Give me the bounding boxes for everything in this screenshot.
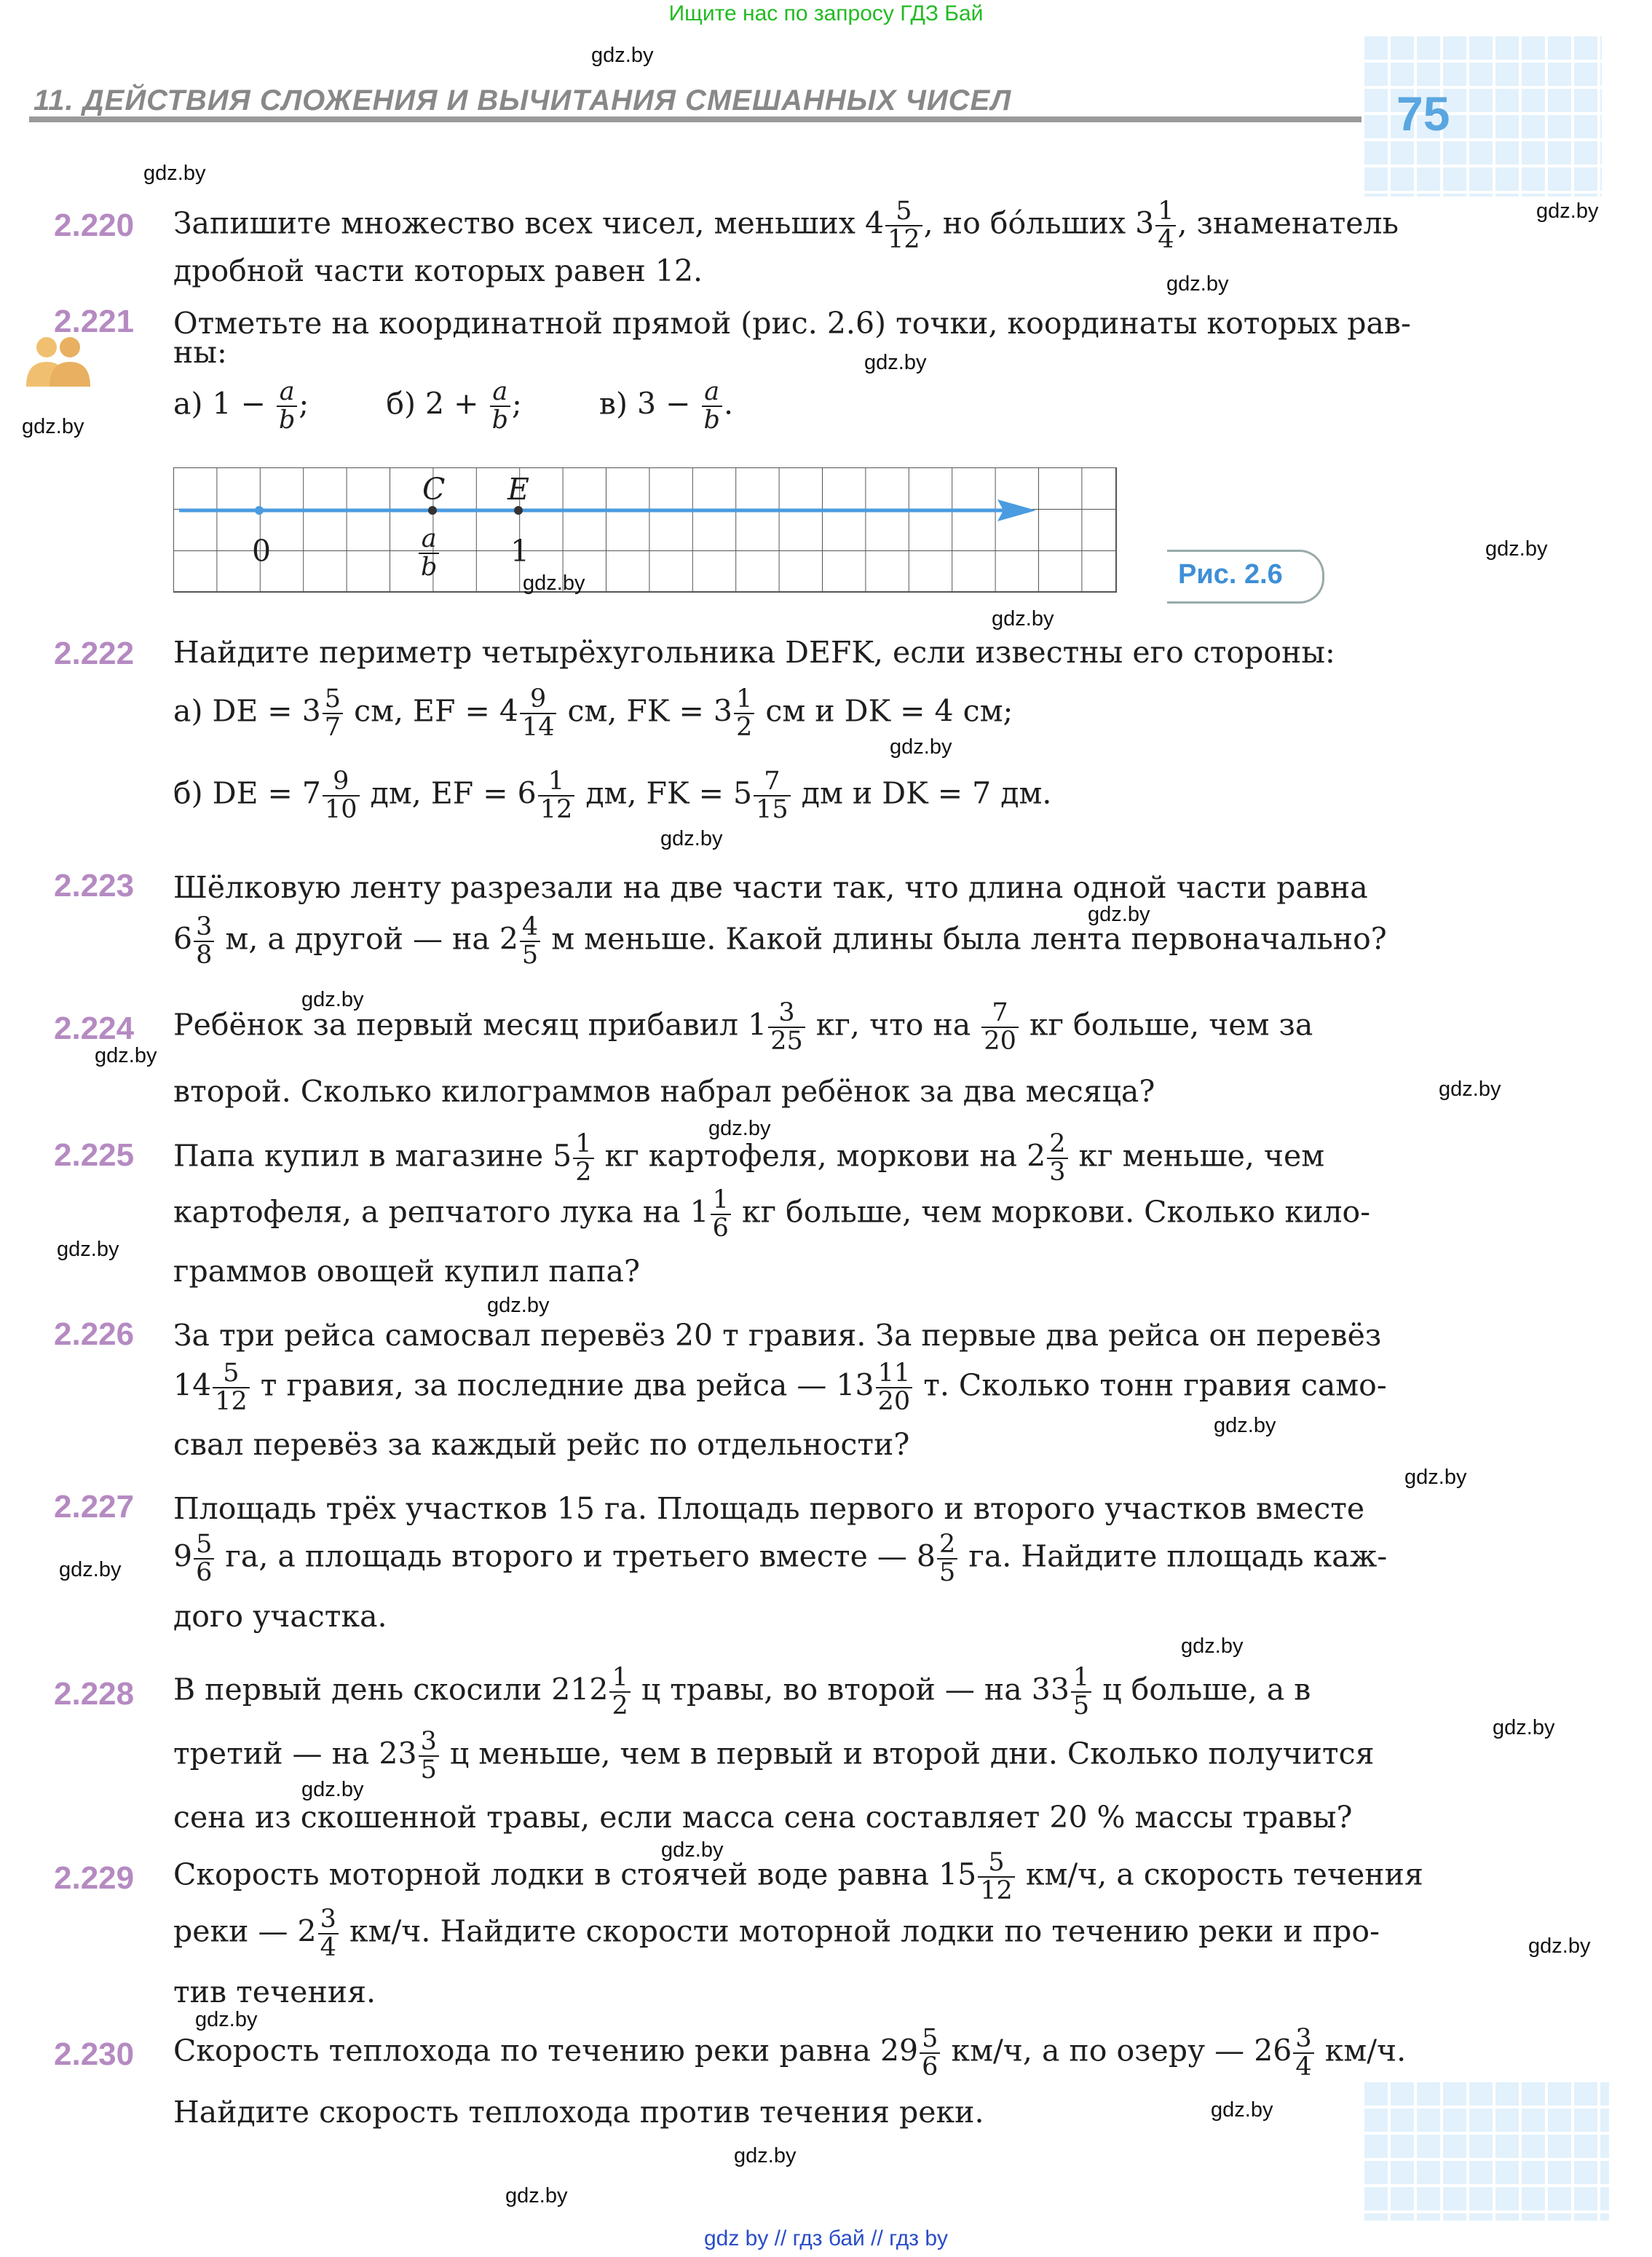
problem-2-222-a: а) DE = 3 $\frac{5}{7}$ см, EF = 4 $\frac{9}{14}$ см, FK = 3 $\frac{1}{2}$ см и DK = 4 см; [173, 684, 1013, 742]
problem-number: 2.220 [54, 207, 135, 243]
watermark: gdz.by [992, 607, 1054, 631]
problem-2-223-line-1: Шёлковую ленту разрезали на две части так, что длина одной части равна [173, 870, 1368, 905]
one-label: 1 [510, 534, 530, 569]
problem-2-223-line-2: 6 $\frac{3}{8}$ м, а другой — на 2 $\frac{4}{5}$ м меньше. Какой длины была лента первоначально? [173, 912, 1387, 970]
watermark: gdz.by [864, 351, 927, 374]
watermark: gdz.by [1536, 199, 1599, 223]
watermark: gdz.by [301, 988, 364, 1011]
watermark: gdz.by [59, 1558, 122, 1581]
watermark: gdz.by [890, 735, 952, 759]
watermark: gdz.by [734, 2144, 797, 2167]
watermark: gdz.by [1088, 903, 1150, 926]
origin-dot [255, 506, 264, 515]
watermark: gdz.by [523, 572, 585, 595]
problem-number: 2.223 [54, 868, 135, 904]
fraction: $\frac{5}{12}$ [885, 198, 922, 253]
watermark: gdz.by [487, 1294, 550, 1317]
watermark: gdz.by [22, 415, 84, 438]
coordinate-line-figure [173, 467, 1120, 598]
problem-2-222-b: б) DE = 7 $\frac{9}{10}$ дм, EF = 6 $\frac{1}{12}$ дм, FK = 5 $\frac{7}{15}$ дм и DK = 7 дм. [173, 767, 1052, 824]
unit-fraction-label: $\frac{a}{b}$ [417, 526, 440, 581]
text: , знаменатель [1177, 205, 1399, 241]
watermark: gdz.by [195, 2008, 258, 2031]
problem-number: 2.224 [54, 1011, 135, 1046]
problem-number: 2.229 [54, 1860, 135, 1896]
problem-number: 2.221 [54, 304, 135, 339]
watermark: gdz.by [1211, 2098, 1273, 2122]
point-e-label: E [507, 472, 529, 507]
problem-2-227-line-2: 9 $\frac{5}{6}$ га, а площадь второго и третьего вместе — 8 $\frac{2}{5}$ га. Найдите площадь каж- [173, 1530, 1388, 1587]
problem-number: 2.222 [54, 636, 135, 671]
pair-work-icon [22, 331, 95, 390]
text: Запишите множество всех чисел, меньших 4 [173, 205, 885, 241]
watermark: gdz.by [1528, 1934, 1591, 1958]
watermark: gdz.by [660, 827, 723, 850]
decorative-grid-bottom [1361, 2082, 1609, 2221]
chapter-title: 11. ДЕЙСТВИЯ СЛОЖЕНИЯ И ВЫЧИТАНИЯ СМЕШАННЫХ ЧИСЕЛ [33, 84, 1012, 116]
point-c-label: C [422, 472, 446, 507]
page-number: 75 [1396, 87, 1450, 141]
problem-2-221-line-2: ны: [173, 335, 227, 370]
watermark: gdz.by [57, 1238, 119, 1261]
problem-2-222-line-1: Найдите периметр четырёхугольника DEFK, если известны его стороны: [173, 635, 1335, 670]
problem-2-225-line-1: Папа купил в магазине 5 $\frac{1}{2}$ кг картофеля, моркови на 2 $\frac{2}{3}$ кг меньше, чем [173, 1129, 1325, 1187]
problem-2-228-line-2: третий — на 23 $\frac{3}{5}$ ц меньше, чем в первый и второй дни. Сколько получится [173, 1727, 1375, 1784]
problem-2-230-line-1: Скорость теплохода по течению реки равна 29 $\frac{5}{6}$ км/ч, а по озеру — 26 $\frac{3}{4}$ км/ч. [173, 2024, 1407, 2082]
watermark: gdz.by [591, 44, 654, 67]
problem-number: 2.226 [54, 1316, 135, 1352]
watermark: gdz.by [661, 1838, 724, 1862]
watermark: gdz.by [1166, 272, 1229, 296]
problem-2-224-line-2: второй. Сколько килограммов набрал ребёнок за два месяца? [173, 1074, 1155, 1109]
watermark: gdz.by [95, 1044, 157, 1067]
fraction: $\frac{1}{4}$ [1155, 198, 1176, 253]
problem-2-221-options: а) 1 − $\frac{a}{b}$ ; б) 2 + $\frac{a}{b}$ ; в) 3 − $\frac{a}{b}$ . [173, 377, 733, 435]
watermark: gdz.by [505, 2184, 568, 2207]
text: , но бо́льших 3 [923, 205, 1155, 241]
top-banner[interactable]: Ищите нас по запросу ГДЗ Бай [668, 1, 984, 25]
watermark: gdz.by [1485, 537, 1548, 561]
problem-2-224-line-1: Ребёнок за первый месяц прибавил 1 $\frac{3}{25}$ кг, что на $\frac{7}{20}$ кг больше, чем за [173, 998, 1313, 1056]
problem-2-220-line-2: дробной части которых равен 12. [173, 253, 703, 288]
watermark: gdz.by [143, 162, 206, 185]
problem-2-225-line-2: картофеля, а репчатого лука на 1 $\frac{1}{6}$ кг больше, чем моркови. Сколько кило- [173, 1185, 1371, 1243]
chapter-rule [29, 116, 1361, 122]
problem-2-221-line-1: Отметьте на координатной прямой (рис. 2.6) точки, координаты которых рав- [173, 306, 1411, 341]
problem-2-228-line-1: В первый день скосили 212 $\frac{1}{2}$ ц травы, во второй — на 33 $\frac{1}{5}$ ц больше, а в [173, 1663, 1311, 1720]
watermark: gdz.by [1493, 1716, 1555, 1739]
problem-2-226-line-3: свал перевёз за каждый рейс по отдельности? [173, 1427, 910, 1462]
problem-2-229-line-1: Скорость моторной лодки в стоячей воде равна 15 $\frac{5}{12}$ км/ч, а скорость течения [173, 1848, 1423, 1905]
watermark: gdz.by [1439, 1078, 1501, 1101]
zero-label: 0 [252, 534, 272, 569]
problem-2-225-line-3: граммов овощей купил папа? [173, 1254, 640, 1289]
problem-number: 2.228 [54, 1676, 135, 1712]
figure-caption: Рис. 2.6 [1178, 559, 1283, 590]
problem-2-226-line-1: За три рейса самосвал перевёз 20 т гравия. За первые два рейса он перевёз [173, 1318, 1382, 1353]
bottom-banner[interactable]: gdz by // гдз бай // гдз by [703, 2226, 949, 2250]
watermark: gdz.by [708, 1117, 771, 1140]
problem-number: 2.227 [54, 1489, 135, 1525]
problem-2-229-line-3: тив течения. [173, 1975, 376, 2009]
problem-number: 2.225 [54, 1137, 135, 1173]
problem-2-230-line-2: Найдите скорость теплохода против течения реки. [173, 2095, 984, 2130]
problem-2-228-line-3: сена из скошенной травы, если масса сена составляет 20 % массы травы? [173, 1800, 1353, 1835]
problem-2-227-line-1: Площадь трёх участков 15 га. Площадь первого и второго участков вместе [173, 1491, 1365, 1526]
problem-2-229-line-2: реки — 2 $\frac{3}{4}$ км/ч. Найдите скорости моторной лодки по течению реки и про- [173, 1905, 1380, 1962]
watermark: gdz.by [1181, 1635, 1244, 1658]
watermark: gdz.by [301, 1778, 364, 1801]
problem-number: 2.230 [54, 2036, 135, 2072]
problem-2-226-line-2: 14 $\frac{5}{12}$ т гравия, за последние два рейса — 13 $\frac{11}{20}$ т. Сколько тонн гравия само- [173, 1359, 1387, 1416]
problem-2-227-line-3: дого участка. [173, 1599, 387, 1634]
watermark: gdz.by [1214, 1414, 1276, 1437]
problem-2-220-line-1 [173, 198, 1399, 253]
watermark: gdz.by [1404, 1466, 1467, 1489]
